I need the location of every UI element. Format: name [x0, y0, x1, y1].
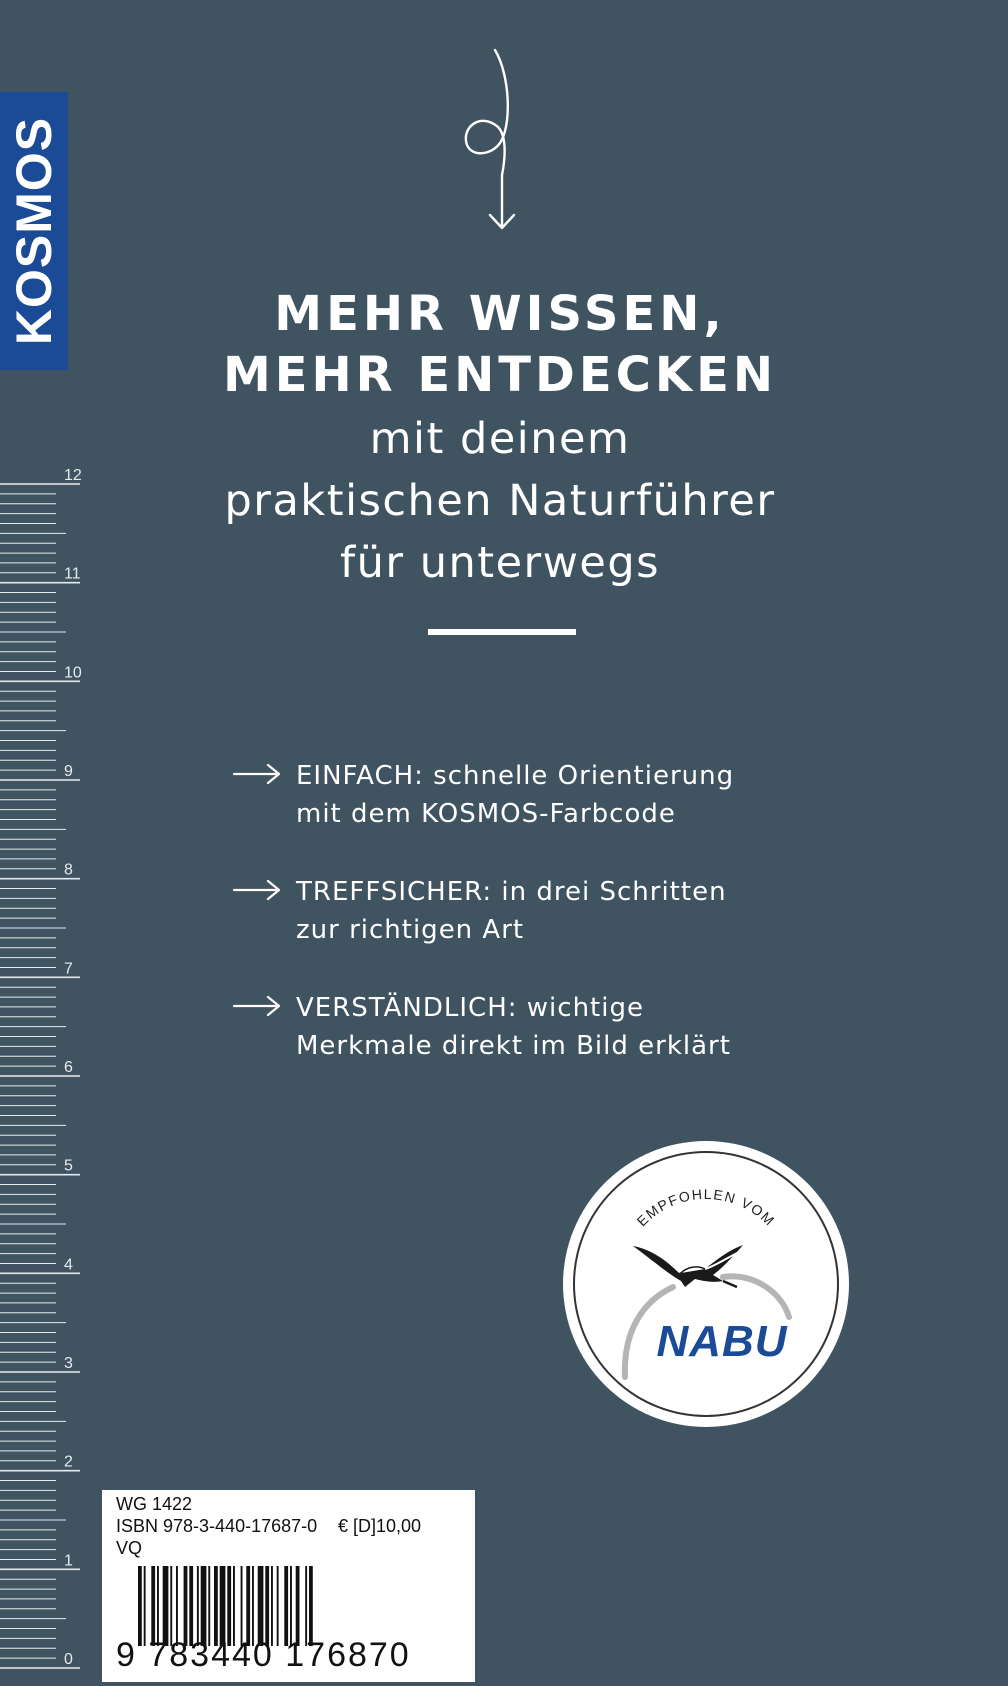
feature-line-2: zur richtigen Art: [296, 915, 525, 945]
barcode-digits: 9 783440 176870: [116, 1636, 411, 1674]
barcode-bar: [246, 1566, 250, 1646]
feature-text: [296, 989, 731, 1065]
nabu-logo-text: NABU: [656, 1317, 788, 1366]
stork-icon: [633, 1245, 743, 1287]
ruler-label: 11: [64, 565, 81, 583]
feature-line-2: Merkmale direkt im Bild erklärt: [296, 1031, 731, 1061]
barcode-bar: [241, 1566, 243, 1646]
barcode-bar: [138, 1566, 142, 1646]
barcode-bar: [296, 1566, 300, 1646]
barcode-bar: [214, 1566, 218, 1646]
loop-arrow-icon: [440, 45, 560, 240]
badge-caption: EMPFOHLEN VOM: [633, 1185, 779, 1230]
right-arrow-icon: [232, 761, 282, 787]
ruler-label: 5: [64, 1157, 73, 1175]
barcode-bar: [197, 1566, 199, 1646]
right-arrow-icon: [232, 877, 282, 903]
subline-2: praktischen Naturführer: [224, 476, 776, 526]
barcode-bar: [252, 1566, 254, 1646]
barcode-bar: [220, 1566, 226, 1646]
subline-3: für unterwegs: [339, 538, 661, 588]
barcode-bar: [208, 1566, 210, 1646]
ruler-label: 3: [64, 1355, 73, 1372]
ruler-label: 9: [64, 763, 73, 780]
ruler-label: 4: [64, 1256, 73, 1274]
feature-line-1: TREFFSICHER: in drei Schritten: [296, 877, 727, 907]
feature-line-2: mit dem KOSMOS-Farbcode: [296, 799, 676, 829]
ruler-label: 8: [64, 861, 73, 879]
barcode-bar: [157, 1566, 159, 1646]
isbn-label: [102, 1490, 475, 1682]
wg-code: WG 1422: [116, 1494, 193, 1514]
ruler: [0, 467, 90, 1680]
barcode-bar: [258, 1566, 264, 1646]
barcode-bar: [227, 1566, 231, 1646]
barcode-bar: [151, 1566, 155, 1646]
barcode-bar: [184, 1566, 188, 1646]
ruler-label: 6: [64, 1059, 73, 1076]
barcode-bar: [163, 1566, 169, 1646]
barcode-bar: [305, 1566, 307, 1646]
ruler-label: 7: [64, 960, 73, 978]
price: € [D]10,00: [338, 1516, 422, 1536]
ruler-label: 0: [64, 1651, 73, 1668]
subline-1: mit deinem: [369, 414, 631, 464]
headline-line-2: MEHR ENTDECKEN: [222, 347, 778, 403]
barcode-bar: [290, 1566, 292, 1646]
feature-text: [296, 757, 734, 833]
ruler-label: 2: [64, 1453, 73, 1471]
barcode-bar: [201, 1566, 207, 1646]
headline-line-1: MEHR WISSEN,: [274, 286, 726, 342]
ruler-label: 12: [64, 467, 82, 484]
barcode-bar: [176, 1566, 178, 1646]
barcode-bar: [265, 1566, 269, 1646]
gray-arc: [723, 1276, 789, 1317]
feature-text: [296, 873, 727, 949]
barcode-bar: [284, 1566, 288, 1646]
barcode: [138, 1566, 428, 1646]
barcode-bar: [309, 1566, 313, 1646]
barcode-bar: [170, 1566, 172, 1646]
badge-art: [563, 1141, 849, 1427]
ruler-label: 1: [64, 1552, 73, 1570]
ruler-label: 10: [64, 664, 82, 682]
barcode-bar: [271, 1566, 273, 1646]
barcode-bar: [189, 1566, 193, 1646]
website-url: kosmos.de: [439, 1512, 476, 1668]
divider: [428, 629, 576, 635]
publisher-logo-tab: [0, 92, 68, 370]
nabu-badge: [563, 1141, 849, 1427]
feature-line-1: VERSTÄNDLICH: wichtige: [296, 993, 644, 1023]
barcode-bar: [277, 1566, 279, 1646]
barcode-bar: [144, 1566, 146, 1646]
barcode-bar: [233, 1566, 235, 1646]
right-arrow-icon: [232, 993, 282, 1019]
feature-line-1: EINFACH: schnelle Orientierung: [296, 761, 735, 791]
publisher-logo-text: KOSMOS: [6, 116, 62, 346]
vq-code: VQ: [116, 1538, 143, 1558]
isbn-number: ISBN 978-3-440-17687-0: [116, 1516, 318, 1536]
